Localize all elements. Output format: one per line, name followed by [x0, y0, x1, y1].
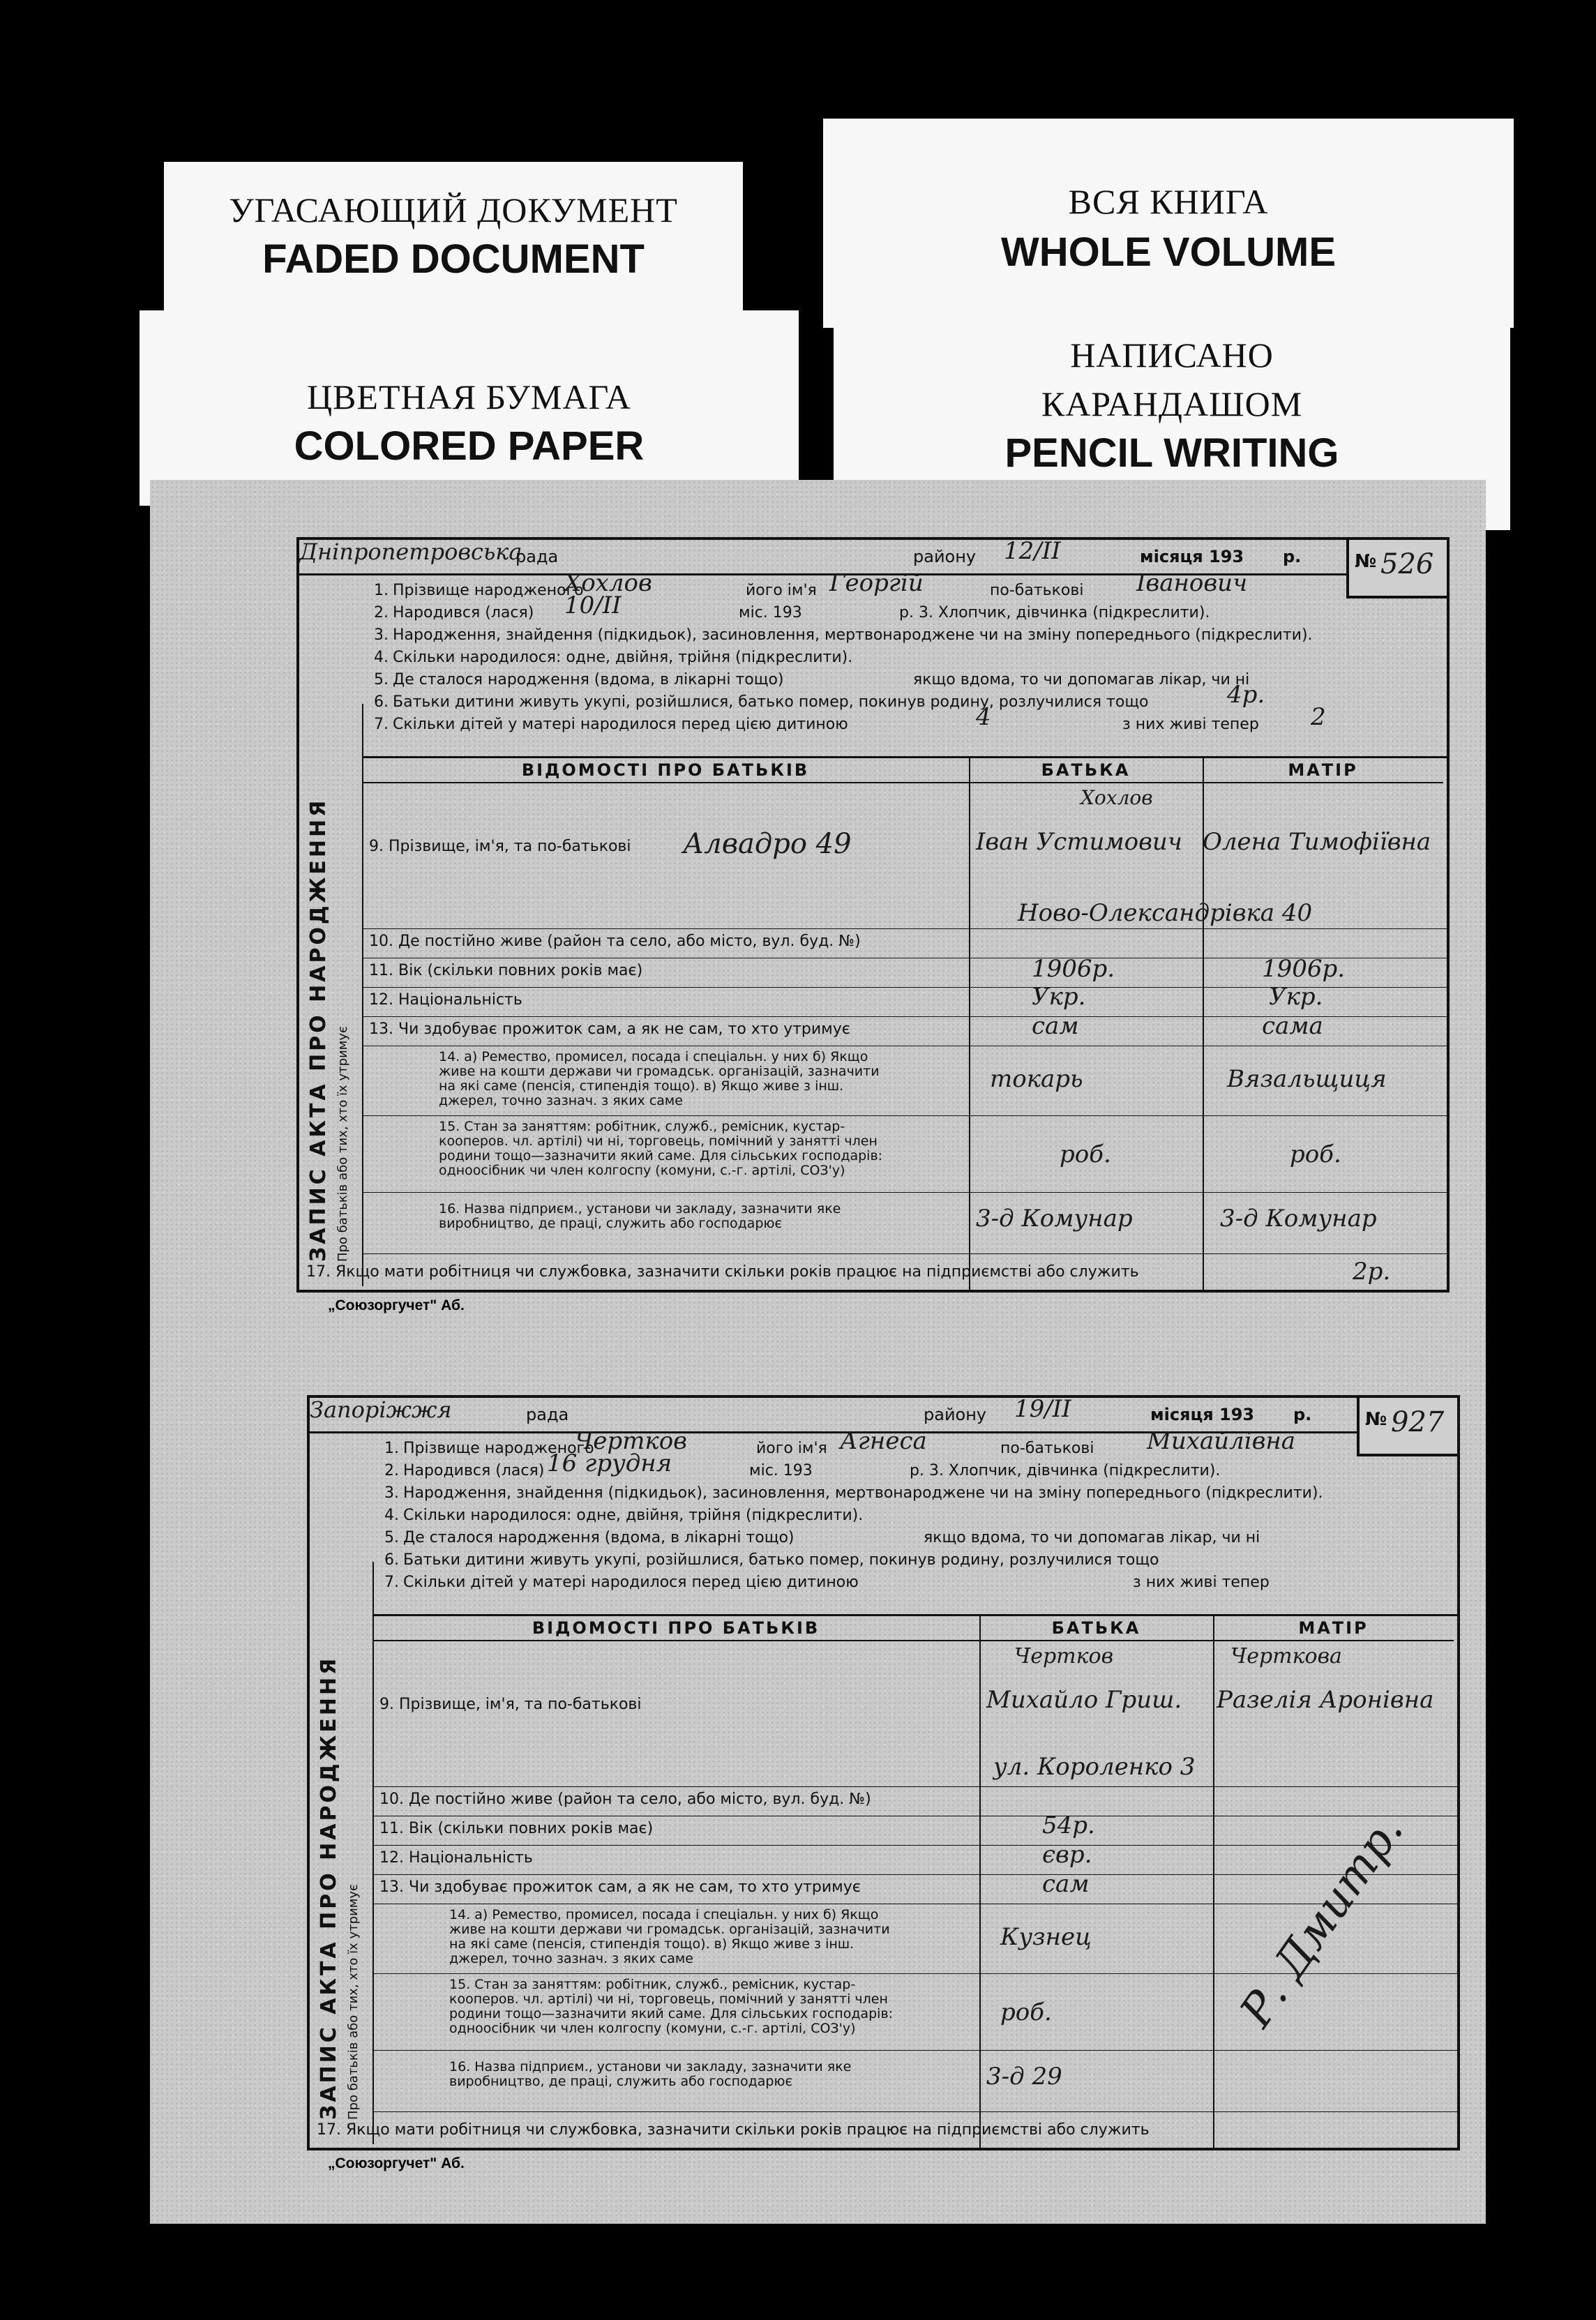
mother-occupation: Вязальщиця [1227, 1065, 1387, 1093]
line-7-alive: з них живі тепер [1133, 1574, 1270, 1591]
line-3: 3. Народження, знайдення (підкидьок), засиновлення, мертвонароджене чи на зміну попереднього (підкреслити). [374, 626, 1313, 644]
rada-handwritten: Дніпропетровська [299, 538, 522, 565]
birth-record-1 [296, 537, 1450, 1293]
father-age: 1906р. [1032, 955, 1115, 983]
row-9: 9. Прізвище, ім'я, та по-батькові [372, 1640, 1457, 1787]
mother-workplace: 3-д Комунар [1220, 1205, 1377, 1233]
line-7: 7. Скільки дітей у матері народилося перед цією дитиною [384, 1574, 859, 1591]
raion-label: району [924, 1405, 987, 1424]
side-title-text: ЗАПИС АКТА ПРО НАРОДЖЕННЯ [306, 797, 331, 1262]
margin-note: Алвадро 49 [683, 828, 852, 860]
mother-surname: Черткова [1230, 1644, 1342, 1669]
row-9: 9. Прізвище, ім'я, та по-батькові [362, 782, 1447, 929]
line-1-patronymic: по-батькові [1000, 1440, 1094, 1457]
line-2-sex: р. 3. Хлопчик, дівчинка (підкреслити). [899, 604, 1210, 622]
month-label: місяця 193 [1140, 547, 1244, 566]
record-number-box [1357, 1395, 1460, 1456]
line-7: 7. Скільки дітей у матері народилося перед цією дитиною [374, 716, 848, 733]
line-6-handwritten: 4р. [1227, 681, 1265, 709]
line-1-patronymic: по-батькові [990, 582, 1084, 599]
printer-mark: „Союзоргучет" Аб. [328, 1297, 465, 1313]
line-2-month: міс. 193 [739, 604, 802, 622]
father-occupation: токарь [990, 1065, 1083, 1093]
mother-nationality: Укр. [1269, 983, 1323, 1011]
line-5-doctor: якщо вдома, то чи допомагав лікар, чи ні [913, 671, 1250, 688]
line-1: 1. Прізвище народженого [374, 582, 584, 599]
record-number: 927 [1391, 1406, 1445, 1438]
father-status: роб. [1060, 1140, 1111, 1168]
father-nationality: Укр. [1032, 983, 1086, 1011]
line-5: 5. Де сталося народження (вдома, в лікарні тощо) [384, 1529, 795, 1546]
father-self: сам [1032, 1012, 1079, 1040]
mother-name: Разелія Аронівна [1217, 1686, 1434, 1714]
mother-name: Олена Тимофіївна [1203, 828, 1431, 856]
line-1: 1. Прізвище народженого [384, 1440, 594, 1457]
child-name: Агнеса [840, 1427, 927, 1455]
line-7-alive: з них живі тепер [1122, 716, 1259, 733]
line-3: 3. Народження, знайдення (підкидьок), засиновлення, мертвонароджене чи на зміну попереднього (підкреслити). [384, 1484, 1323, 1502]
raion-handwritten: 12/II [1004, 537, 1061, 565]
row-16: 16. Назва підприєм., установи чи закладу, зазначити яке виробництво, де праці, служить або господарює [372, 2050, 1457, 2112]
number-label: № [1355, 551, 1377, 572]
row-17: 17. Якщо мати робітниця чи службовка, зазначити скільки років працює на підприємстві або служить [317, 2121, 1150, 2139]
header-mother: МАТІР [1203, 758, 1443, 783]
rada-label: рада [526, 1405, 569, 1424]
number-label: № [1365, 1409, 1387, 1430]
rada-handwritten: Запоріжжя [310, 1396, 452, 1423]
faded-en: FADED DOCUMENT [262, 236, 645, 282]
row-10: 10. Де постійно живе (район та село, або місто, вул. буд. №) [362, 928, 1447, 958]
printer-mark: „Союзоргучет" Аб. [328, 2155, 465, 2171]
child-surname: Чертков [575, 1427, 687, 1455]
line-6: 6. Батьки дитини живуть укупі, розійшлися, батько помер, покинув родину, розлучилися тощо [374, 693, 1149, 711]
colored-ru: ЦВЕТНАЯ БУМАГА [306, 377, 632, 416]
row-17: 17. Якщо мати робітниця чи службовка, зазначити скільки років працює на підприємстві або служить [306, 1263, 1139, 1281]
row-10: 10. Де постійно живе (район та село, або місто, вул. буд. №) [372, 1786, 1457, 1816]
side-subtitle: Про батьків або тих, хто їх утримує [336, 1026, 350, 1262]
pencil-ru-2: КАРАНДАШОМ [1041, 384, 1303, 423]
line-4: 4. Скільки народилося: одне, двійня, трійня (підкреслити). [374, 649, 853, 666]
birth-record-2 [307, 1395, 1460, 2150]
pencil-en: PENCIL WRITING [1004, 430, 1339, 476]
mother-age: 1906р. [1262, 955, 1346, 983]
row-13: 13. Чи здобуває прожиток сам, а як не сам, то хто утримує [372, 1874, 1457, 1904]
residence: ул. Короленко 3 [993, 1753, 1196, 1781]
side-title [310, 1562, 374, 2144]
whole-volume-ru: ВСЯ КНИГА [1068, 182, 1269, 221]
father-nationality: євр. [1042, 1841, 1092, 1869]
row-11: 11. Вік (скільки повних років має) [362, 958, 1447, 988]
child-patronymic: Іванович [1136, 569, 1248, 597]
faded-document-card [164, 162, 743, 329]
row-16: 16. Назва підприєм., установи чи закладу, зазначити яке виробництво, де праці, служить або господарює [362, 1192, 1447, 1254]
header-mother: МАТІР [1213, 1616, 1454, 1641]
line-1-name: його ім'я [756, 1440, 827, 1457]
father-workplace: 3-д Комунар [976, 1205, 1133, 1233]
row-14: 14. а) Ремество, промисел, посада і спеціальн. у них б) Якщо живе на кошти держави чи громадськ. організацій, зазначити на які саме (пенсія, стипендія тощо). в) Якщо живе з інш. джерел, точно зазнач. з яких саме [372, 1904, 1457, 1974]
father-workplace: 3-д 29 [986, 2063, 1062, 2091]
row-14: 14. а) Ремество, промисел, посада і спеціальн. у них б) Якщо живе на кошти держави чи громадськ. організацій, зазначити на які саме (пенсія, стипендія тощо). в) Якщо живе з інш. джерел, точно зазнач. з яких саме [362, 1046, 1447, 1116]
line-1-name: його ім'я [746, 582, 817, 599]
father-self: сам [1042, 1870, 1090, 1898]
birth-date: 10/II [564, 592, 622, 619]
child-name: Георгій [829, 569, 924, 597]
side-title-text: ЗАПИС АКТА ПРО НАРОДЖЕННЯ [317, 1655, 341, 2120]
father-status: роб. [1000, 1998, 1052, 2026]
line-2-month: міс. 193 [749, 1462, 813, 1479]
whole-volume-card [823, 119, 1514, 328]
registrar-signature: Р. Дмитр. [1230, 1805, 1414, 2037]
father-occupation: Кузнец [1000, 1923, 1092, 1951]
record-number-box [1346, 537, 1450, 598]
line-5-doctor: якщо вдома, то чи допомагав лікар, чи ні [924, 1529, 1260, 1546]
year-suffix: р. [1283, 547, 1302, 566]
work-years: 2р. [1353, 1258, 1391, 1286]
child-patronymic: Михайлівна [1147, 1427, 1296, 1455]
line-4: 4. Скільки народилося: одне, двійня, трійня (підкреслити). [384, 1507, 864, 1524]
father-name: Іван Устимович [976, 828, 1182, 856]
row-15: 15. Стан за заняттям: робітник, служб., ремісник, кустар-кооперов. чл. артілі) чи ні, торговець, помічний у занятті член родини тощо—зазначити який саме. Для сільських господарів: одноосібник чи член колгоспу (комуни, с.-г. артілі, СОЗ'у) [372, 1973, 1457, 2051]
pencil-ru-1: НАПИСАНО [1070, 336, 1274, 375]
line-6: 6. Батьки дитини живуть укупі, розійшлися, батько помер, покинув родину, розлучилися тощо [384, 1551, 1159, 1569]
header-info: ВІДОМОСТІ ПРО БАТЬКІВ [362, 758, 969, 783]
line-7b-handwritten: 2 [1311, 703, 1326, 731]
line-2: 2. Народився (лася) [384, 1462, 545, 1479]
line-5: 5. Де сталося народження (вдома, в лікарні тощо) [374, 671, 784, 688]
side-title [299, 704, 363, 1286]
row-13: 13. Чи здобуває прожиток сам, а як не сам, то хто утримує [362, 1016, 1447, 1046]
raion-handwritten: 19/II [1014, 1395, 1071, 1423]
birth-date: 16 грудня [547, 1449, 672, 1477]
raion-label: району [913, 547, 977, 566]
rada-label: рада [515, 547, 559, 566]
line-2-sex: р. 3. Хлопчик, дівчинка (підкреслити). [910, 1462, 1221, 1479]
mother-status: роб. [1290, 1140, 1341, 1168]
row-12: 12. Національність [372, 1845, 1457, 1875]
whole-volume-en: WHOLE VOLUME [1000, 229, 1337, 275]
row-12: 12. Національність [362, 987, 1447, 1017]
residence: Ново-Олександрівка 40 [1018, 899, 1313, 927]
month-label: місяця 193 [1150, 1405, 1255, 1424]
header-info: ВІДОМОСТІ ПРО БАТЬКІВ [372, 1616, 979, 1641]
record-number: 526 [1380, 548, 1434, 580]
father-surname: Чертков [1014, 1644, 1114, 1669]
mother-self: сама [1262, 1012, 1323, 1040]
father-age: 54р. [1042, 1811, 1095, 1839]
father-name: Михайло Гриш. [986, 1686, 1182, 1714]
child-surname: Хохлов [564, 569, 652, 597]
line-2: 2. Народився (лася) [374, 604, 534, 622]
year-suffix: р. [1293, 1405, 1312, 1424]
header-father: БАТЬКА [969, 758, 1203, 783]
side-subtitle: Про батьків або тих, хто їх утримує [346, 1884, 361, 2120]
row-15: 15. Стан за заняттям: робітник, служб., ремісник, кустар-кооперов. чл. артілі) чи ні, торговець, помічний у занятті член родини тощо—зазначити який саме. Для сільських господарів: одноосібник чи член колгоспу (комуни, с.-г. артілі, СОЗ'у) [362, 1115, 1447, 1193]
row-11: 11. Вік (скільки повних років має) [372, 1816, 1457, 1846]
colored-paper-card [140, 310, 799, 506]
father-surname: Хохлов [1081, 786, 1153, 809]
line-7-handwritten: 4 [976, 703, 991, 731]
header-father: БАТЬКА [979, 1616, 1213, 1641]
colored-en: COLORED PAPER [294, 423, 645, 469]
faded-ru: УГАСАЮЩИЙ ДОКУМЕНТ [229, 190, 678, 229]
